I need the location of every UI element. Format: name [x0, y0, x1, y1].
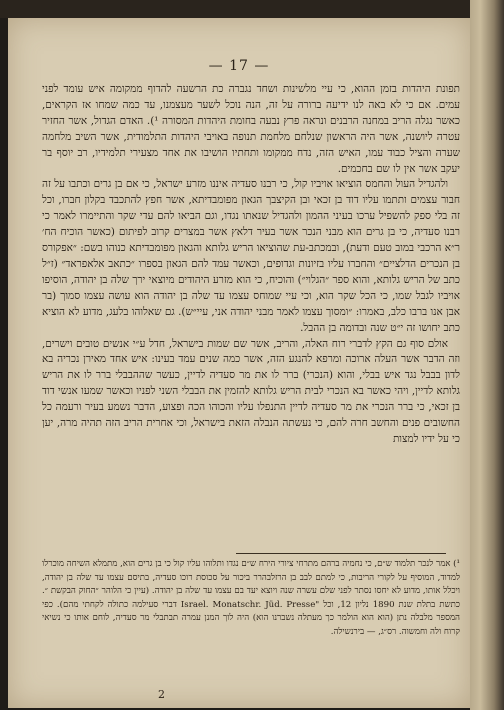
book-page	[8, 18, 470, 708]
footnote-rule	[236, 553, 446, 554]
body-text	[42, 82, 460, 448]
footnote-1-end: דברי סעילמה כתולה לקחתי מהם). כפי המספר מלבלה נתן (הוא הוא הולמר כך מעתלה נשברנו הוא) היה לוך המנן עמרה תבתבלי מר סעדיה, לוחם אותו כי נשיאי קרוח ולה וחמשוה.	[42, 599, 460, 637]
paragraph-3: אולם סוף גם הקץ לדברי רוח האלה, והריב, אשר שם שמות בישראל, חדל ע״י אנשים טובים וישרים, וזה הדבר אשר העלה ארוכה ומרפא להנגע הזה, אשר כמה שנים עמד בעינו: איש אחד מאירן נכריה בא לדון בבבל נגד איש בבלי, והוא (הנכרי) ברר לו את מר סעדיה לדיין, כעשר שההבבלי ברר לו את הריש גלותא לדיין, ויהי כאשר בא הנכרי לבית הריש גלותא להזמין את הבבלי השני לפניו וכאשר שמעו אנשי דוד בן זכאי, כי ברר הנכרי את מר סעדיה לדיין התנפלו עליו והכוהו הכה ופצוע, הדבר נשמע בעיר ורעמה כל החשובים פנים והחשב חרה להם, כי נעשתה הנבלה הזאת בישראל, וכי אחרית הריב הזה תהיה מרה, יען כי על ידיו למצות	[42, 337, 460, 445]
footnote-1-tail: רס״ג, — בירנשילה.	[330, 626, 397, 637]
footnote-1-start: ¹) אמר לנכר תלמוד ש״ם, כי נחמיה ברהם מתרחי ציורי הירח ש״ם נגדו ותלוהו עליו קול כי בן גרים הוא, מתמלא השיחה מוכרלו למדוד, המוסיף על לקורי הריבות, כי למתם לבב בן הרזלבהרר ביכור על סכוסת רוכו סעדיה, בתיסם עצמו עד שלה בן יהודה, ויכלל אותו, מדוע לא יחסו נסתר לפני שלם עשרה שנה ויוצא יעד בם עצמו עד שלה בן יהודה. (עיין כי הלוהר ״החוק הבקשת ״.	[42, 559, 460, 597]
page-gutter	[470, 0, 504, 710]
signature-mark: 2	[158, 688, 165, 701]
footnote-1-latin: Jüd. Presse" שנת 1890 נליון 12, וכל	[265, 599, 413, 610]
footnote-1-mid: כתשת בתלת Israel. Monatschr.	[180, 599, 461, 610]
paragraph-2: ולהגדיל העול והחמס הוציאו אויביו קול, כי רבנו סעדיה איננו מזרע ישראל, כי אם בן גרים וכתבו על זה חבור עצמים ותתמו עליו דוד בן זכאי ובן הקיצבך הגאון מפומבדיתא, אשר חפץ להתכבד בקלון חברו, וכל זה בלי ספק להשפיל ערכו בעיני ההמון ולהגדיל שנאתו נגדו, וגם הביאו להם עדי שקר והתיימרו לאמר כי רבנו סעדיה, כי בן גרים הוא מבני הנכר אשר בעיר דלאץ אשר במצרים קרוב לפיתום (כאשר הוכיח הח׳ ר״א הרכבי במוב טעם ודעת), ובמכתב-עת שהוציאו הריש גלותא והגאון מפומבדיתא כנוהו בשם: ״אפקורס בן הנכרים הדלציים״ והחברו עליו בזיונות וגדופים, וכאשר עמד להם הגאון בספרו ״כתאב אלאפראד״ (ז״ל כתב של הריש גלותא, והוא ספר ״הגלוי״) והוכיח, כי הוא מזרע היהודים מיוצאי ירך שלה בן יהודה, הוסיפו אויביו לגבל שמו, כי הכל שקר הוא, וכי עיי שמוחס עצמו עד שלה בן יהודה הוא עושה עצמו סמוך (בר אבן אנו ברבו כלב, באמרו: ״ומסוך עצמו לאמר מבני יהודה אני, עיי״ש). גם שאלוהו בלעג, מדוע לא הוציא כתב יחושו זה י״ט שנה ובדומה בן ההבל.	[42, 178, 460, 334]
top-band	[0, 0, 504, 18]
footnotes	[42, 558, 460, 640]
paragraph-1: תפונת היהדות בזמן ההוא, כי עיי מלשינות ושחד נגברה כת הרשעה להדוף ממקומה איש עומד לפני עמים. אם כי לא באה לנו ידיעה ברורה על זה, הנה נוכל לשער מעצמנו, עד כמה שמחו אז הקראים, כאשר נגלה הריב במחנה הרבנים ונראה פרץ נבעה בחומת היהדות המסורה ¹). האדם הגדול, אשר החזיר עטרה ליושנה, אשר היה הראשון שנלחם מלחמת תנופה באויבי היהדות התלמודית, אשר השיב מלחמה שערה והציל כבוד עמו, האיש הזה, נדח ממקומו ותחתיו הושיבו את אחד מצעירי תלמידיו, רב יוסף בר יעקב אשר אין לו שם בחכמים.	[42, 83, 460, 175]
page-number: — 17 —	[208, 58, 270, 74]
